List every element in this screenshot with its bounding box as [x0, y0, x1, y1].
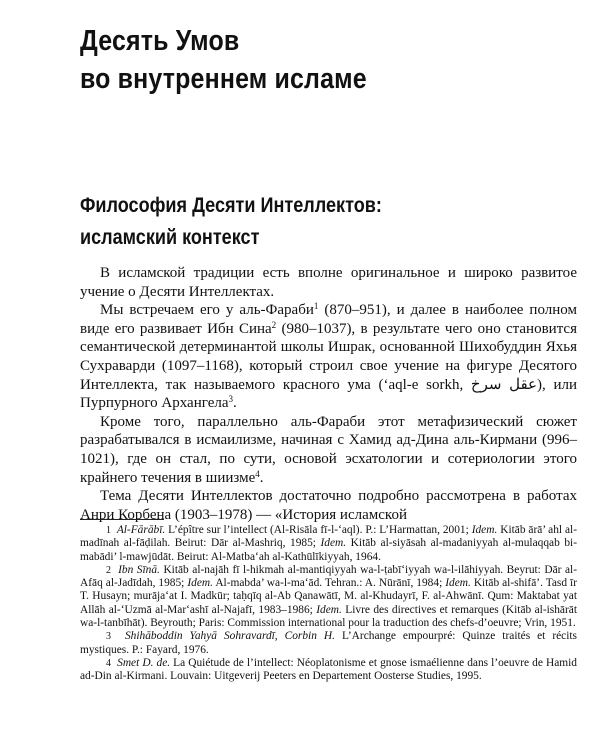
footnotes: [80, 524, 577, 684]
footnote-ref-3: 3: [228, 394, 233, 405]
footnote-2: 2 Ibn Sīnā. Kitāb al-najāh fī l-hikmah al-mantiqiyyah wa-l-ṭabī‘iyyah wa-l-ilāhiyyah. Beyrut: Dār al-Afāq al-Jadīdah, 1985; Idem. Al-mabda’ wa-l-ma‘ād. Tehran.: A. Nūrānī, 1984; Idem. Kitāb al-shifā’. Tasd īr T. Husayn; murāja‘at I. Madkūr; taḥqīq al-Ab Qanawātī, M. al-Khudayrī, F. al-Ahwānī. Qum: Maktabat yat Allāh al-‘Uzmā al-Mar‘ashī al-Najafī, 1983–1986; Idem. Livre des directives et remarques (Kitāb al-ishārāt wa-l-tanbīhāt). Beyrouth; Paris: Commission international pour la traduction des chefs-d’oeuvre; Vrin, 1951.: [80, 563, 577, 630]
paragraph-3: Кроме того, параллельно аль-Фараби этот метафизический сюжет разрабатывался в исмаилизме, начиная с Хамид ад-Дина аль-Кирмани (996–1021), где он стал, по сути, основой эсхатологии и сотериологии этого крайнего течения в шиизме$^4$.: [80, 413, 577, 486]
chapter-title-line-1: Десять Умов: [80, 25, 240, 57]
section-title-line-2: исламский контекст: [80, 226, 260, 249]
arabic-term: عقل سرخ: [470, 376, 538, 393]
section-title-line-1: Философия Десяти Интеллектов:: [80, 194, 382, 217]
chapter-title-line-2: во внутреннем исламе: [80, 63, 367, 95]
chapter-title: [80, 22, 510, 98]
section-title: [80, 190, 527, 254]
footnote-ref-2: 2: [271, 319, 277, 330]
paragraph-2: Мы встречаем его у аль-Фараби$^1$ (870–951), и далее в наиболее полном виде его развивает Ибн Сина$^2$ (980–1037), в результате чего оно становится семантической детерминантой школы Ишрак, основанной Шихобуддин Яхья Сухраварди (1097–1168), который строил свое учение на фигуре Десятого Интеллекта, так называемого красного ума (‘aql-e sorkh, عقل سرخ), или Пурпурного Архангела$^3$.: [80, 301, 577, 412]
footnote-separator: [80, 519, 164, 520]
paragraph-1: В исламской традиции есть вполне оригинальное и широко развитое учение о Десяти Интеллектах.: [80, 265, 577, 300]
footnote-3: 3 Shihāboddin Yahyā Sohravardī, Corbin H. L’Archange empourpré: Quinze traités et récits mystiques. P.: Fayard, 1976.: [80, 630, 577, 656]
body-text: [80, 264, 577, 524]
paragraph-4: Тема Десяти Интеллектов достаточно подробно рассмотрена в работах Анри Корбена (1903–1978) — «История исламской: [80, 488, 577, 523]
footnote-1: 1 Al-Fārābī. L’épître sur l’intellect (Al-Risāla fī-l-‘aql). P.: L’Harmattan, 2001; Idem. Kitāb ārā’ ahl al-madīnah al-fāḍilah. Beirut: Dār al-Mashriq, 1985; Idem. Kitāb al-siyāsah al-madaniyyah al-mulaqqab bi-mabādi’ l-mawjūdāt. Beirut: Al-Matba‘ah al-Kathūlīkiyyah, 1964.: [80, 524, 577, 563]
footnote-ref-4: 4: [255, 468, 260, 479]
footnote-4: 4 Smet D. de. La Quiétude de l’intellect: Néoplatonisme et gnose ismaélienne dans l’oeuvre de Hamid ad-Din al-Kirmani. Louvain: Uitgeverij Peeters en Departement Oosterse Studies, 1995.: [80, 656, 577, 683]
footnote-ref-1: 1: [313, 301, 319, 312]
